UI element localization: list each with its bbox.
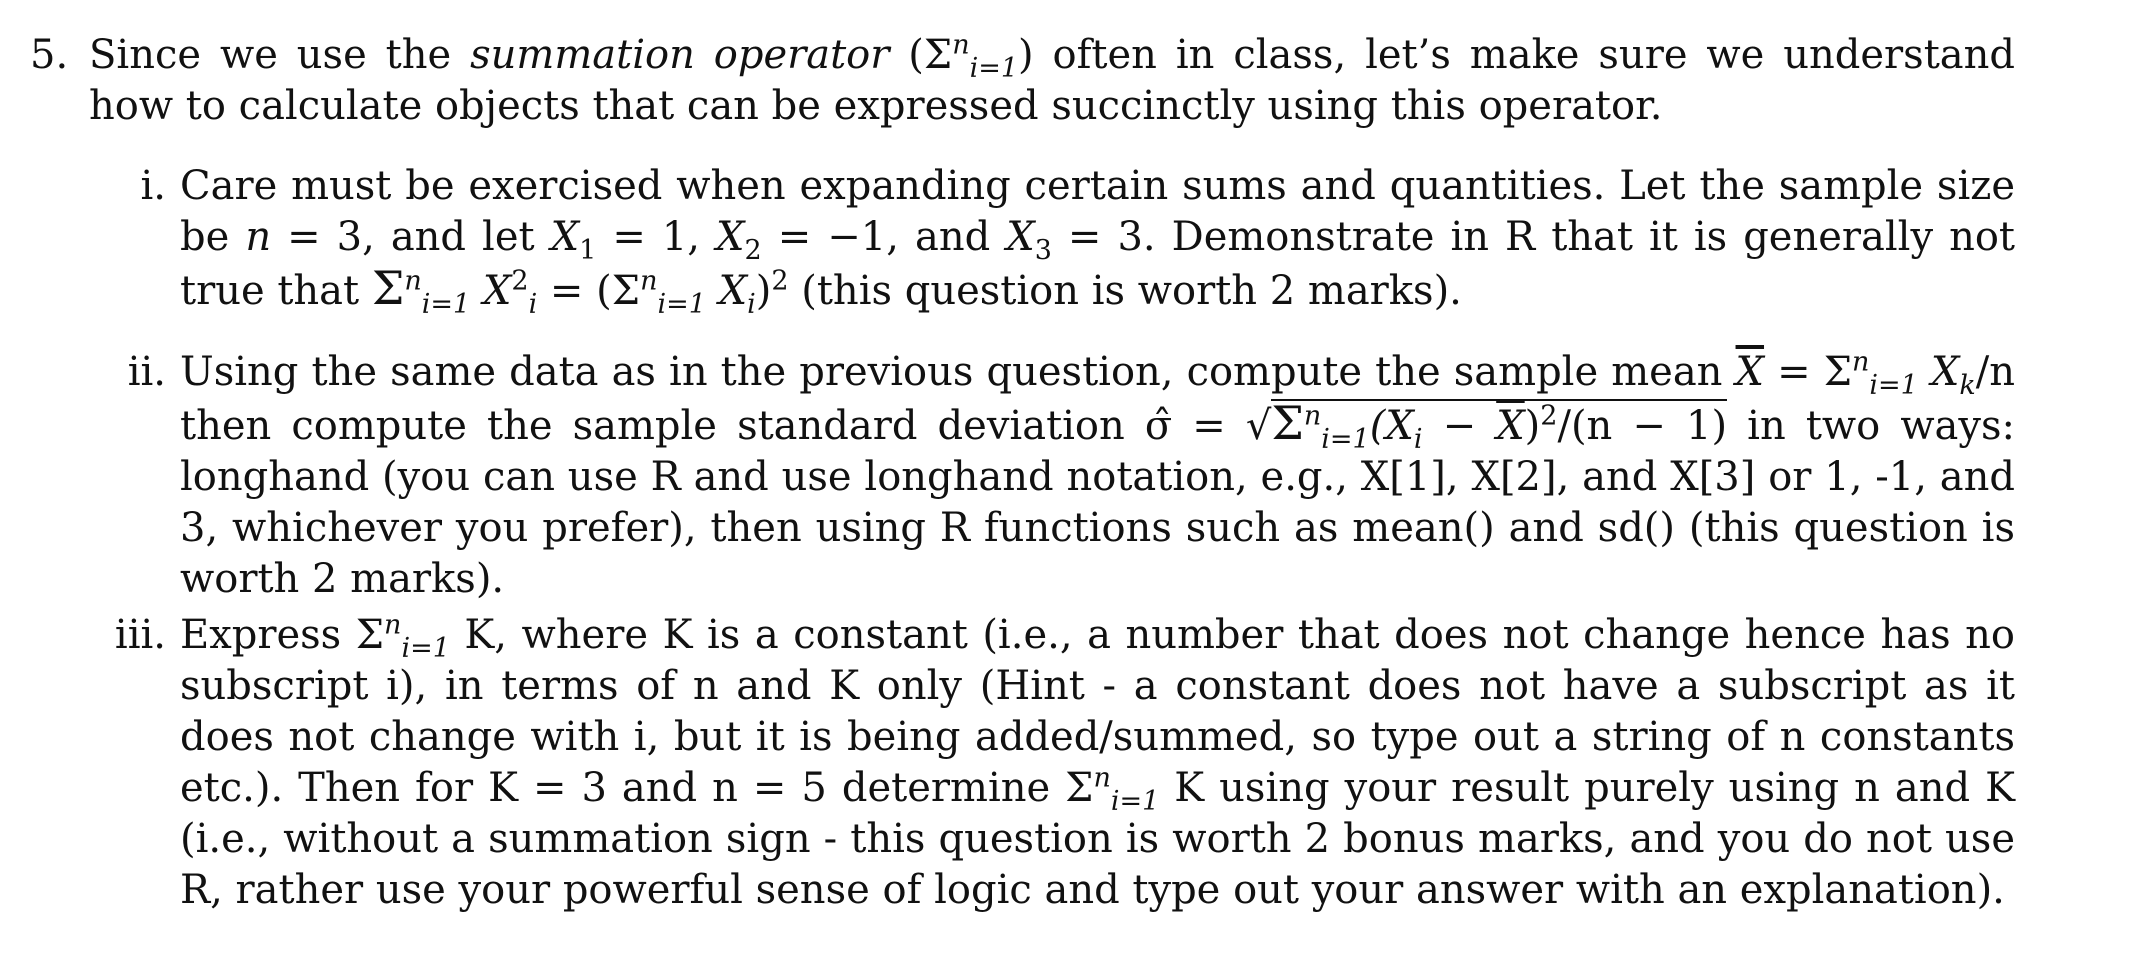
intro-sum-lower: i=1 [969, 53, 1019, 84]
text: K using your result purely using n and K (i.e., without a summation sign - this question is worth 2 bonus marks, and you do not use R, rather use your powerful sense of logic and type out your answer with an explanation). [180, 765, 2015, 913]
math-subscript: i [1413, 424, 1423, 455]
math-var: n [245, 214, 272, 260]
text: = 3. Demonstrate in R that it is generally not true that [180, 214, 2016, 314]
math-subscript: k [1959, 370, 1976, 401]
text: K, where K is a constant (i.e., a number that does not change hence has no subscript i), in terms of n and K only (Hint - a constant does not have a subscript as it does not change with i, but it is being added/summed, so type out a string of n constants etc.). Then for K = 3 and n = 5 determine Σ [180, 612, 2015, 811]
math-var: X [705, 268, 748, 314]
sum-upper: n [1303, 400, 1322, 432]
problem-intro [89, 30, 2015, 132]
intro-text-b: (Σ [889, 32, 953, 78]
math-var: X [550, 214, 580, 260]
math-text: ) [1524, 403, 1541, 449]
sum-lower: i=1 [657, 289, 706, 320]
math-var: X [470, 268, 512, 314]
sum-lower: i=1 [1321, 424, 1370, 455]
text: in two ways: longhand (you can use R and use longhand notation, e.g., X[1], X[2], and X[3] or 1, -1, and 3, whichever you prefer), then using R functions such as mean() and sd() (this question is worth 2 marks). [180, 403, 2016, 602]
math-subscript: 1 [579, 235, 597, 266]
math-var: (X [1369, 403, 1414, 449]
sum-symbol: Σ [1271, 396, 1304, 450]
sum-upper: n [384, 609, 402, 641]
sum-lower: i=1 [1869, 370, 1918, 401]
math-superscript: 2 [771, 265, 789, 297]
sqrt-expression [1271, 396, 1728, 455]
text: = 3, and let [271, 214, 551, 260]
math-text: = (Σ [537, 268, 641, 314]
problem-5 [30, 30, 2015, 132]
subquestion-iii [114, 609, 2015, 916]
math-subscript: i [747, 289, 756, 320]
intro-text-c: ) often in class, let’s make sure we understand how to calculate objects that can be expressed succinctly using this operator. [89, 32, 2015, 129]
math-var: X [1006, 214, 1035, 260]
sample-mean-symbol: $\overline{X}$ [1735, 349, 1765, 395]
sum-lower: i=1 [421, 289, 471, 320]
sum-upper: n [1093, 762, 1111, 794]
sum-lower: i=1 [401, 633, 450, 664]
math-subscript: i [528, 289, 538, 320]
text: /n then compute the sample standard deviation σ̂ = √ [180, 349, 2015, 449]
subquestion-i [140, 161, 2016, 320]
subquestion-ii [127, 346, 2016, 605]
sum-lower: i=1 [1110, 786, 1160, 817]
math-var: X [716, 214, 745, 260]
sum-upper: n [640, 265, 658, 297]
math-text: = Σ [1764, 349, 1852, 395]
sum-symbol: Σ [371, 261, 405, 315]
text: Express Σ [180, 612, 385, 658]
sum-upper: n [404, 265, 422, 297]
intro-text-a: Since we use the [89, 32, 471, 78]
subquestion-label: iii. [114, 612, 166, 658]
subquestion-label: i. [140, 163, 166, 209]
math-text: /(n − 1) [1557, 403, 1728, 449]
text: (this question is worth 2 marks). [788, 268, 1462, 314]
math-subscript: 2 [744, 235, 762, 266]
intro-sum-upper: n [952, 29, 970, 61]
math-text: ) [755, 268, 772, 314]
sample-mean-symbol: $\overline{X}$ [1496, 403, 1525, 449]
math-superscript: 2 [511, 265, 529, 297]
sum-upper: n [1851, 346, 1870, 378]
problem-number: 5. [30, 32, 69, 78]
math-superscript: 2 [1540, 400, 1558, 432]
intro-emphasis: summation operator [470, 32, 890, 78]
math-var: X [1917, 349, 1960, 395]
text: = 1, [596, 214, 717, 260]
math-text: − [1422, 403, 1497, 449]
text: Care must be exercised when expanding certain sums and quantities. Let the sample size be [180, 163, 2015, 260]
text: Using the same data as in the previous question, compute the sample mean [180, 349, 1736, 395]
math-subscript: 3 [1034, 235, 1052, 266]
text: = −1, and [761, 214, 1007, 260]
subquestion-label: ii. [127, 349, 166, 395]
